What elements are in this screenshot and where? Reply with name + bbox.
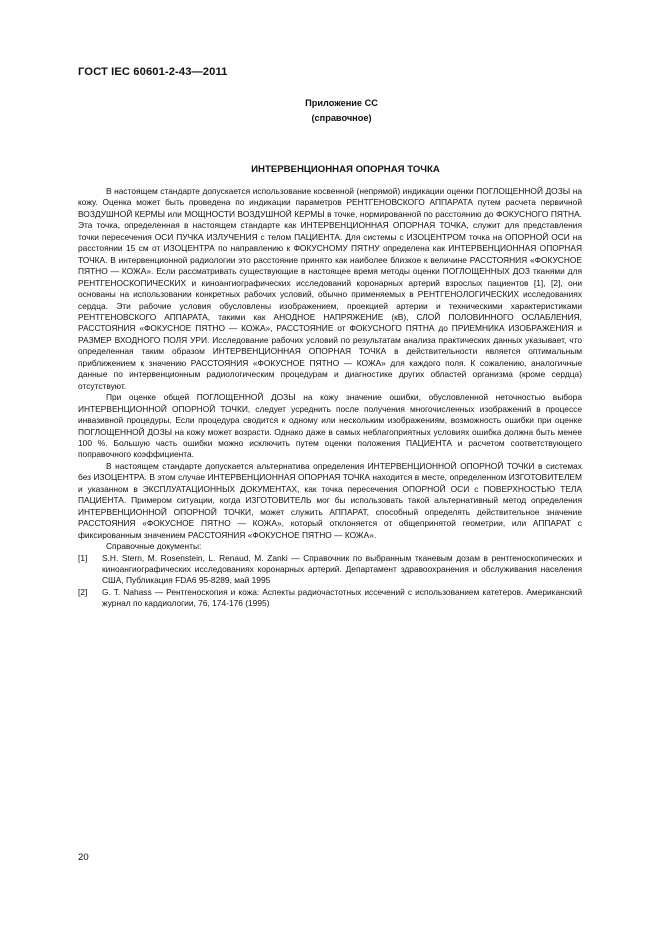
- annex-subtitle: (справочное): [311, 112, 372, 123]
- body-paragraph: При оценке общей ПОГЛОЩЕННОЙ ДОЗЫ на кожу значение ошибки, обусловленной неточностью выбора ИНТЕРВЕНЦИОННОЙ ОПОРНОЙ ТОЧКИ, следует усреднить после получения многочисленных изображений в процессе инвазивной процедуры. Если процедура сводится к одному или нескольким изображениям, возможность ошибки при оценке ПОГЛОЩЕННОЙ ДОЗЫ на кожу может возрасти. Однако даже в самых неблагоприятных условиях ошибка должна быть менее 100 %. Большую часть ошибки можно исключить путем оценки положения ПАЦИЕНТА и расчетом соответствующего поправочного коэффициента.: [78, 392, 582, 460]
- standard-code-header: ГОСТ IEC 60601-2-43—2011: [78, 66, 228, 78]
- reference-text: S.H. Stern, M. Rosenstein, L. Renaud, M. Zanki — Справочник по выбранным тканевым дозам в рентгеноскопических и киноангиографических исследованиях коронарных артерий. Департамент здравоохранения и обслуживания населения США, Публикация FDA6 95-8289, май 1995: [102, 552, 582, 586]
- reference-item: [78, 587, 582, 610]
- section-title-text: ИНТЕРВЕНЦИОННАЯ ОПОРНАЯ ТОЧКА: [251, 164, 440, 175]
- page-number: 20: [78, 852, 89, 863]
- reference-text: G. T. Nahass — Рентгеноскопия и кожа: Аспекты радиочастотных иссечений с использованием катетеров. Американский журнал по кардиологии, 76, 174-176 (1995): [102, 586, 582, 609]
- body-paragraph: В настоящем стандарте допускается альтернатива определения ИНТЕРВЕНЦИОННОЙ ОПОРНОЙ ТОЧКИ в системах без ИЗОЦЕНТРА. В этом случае ИНТЕРВЕНЦИОННАЯ ОПОРНАЯ ТОЧКА находится в месте, определенном ИЗГОТОВИТЕЛЕМ и указанном в ЭКСПЛУАТАЦИОННЫХ ДОКУМЕНТАХ, как точка пересечения ОПОРНОЙ ОСИ с ПОВЕРХНОСТЬЮ ТЕЛА ПАЦИЕНТА. Примером ситуации, когда ИЗГОТОВИТЕЛЬ мог бы использовать такой альтернативный метод определения ИНТЕРВЕНЦИОННОЙ ОПОРНОЙ ТОЧКИ, может служить АППАРАТ, способный определять действительное значение РАССТОЯНИЯ «ФОКУСНОЕ ПЯТНО — КОЖА», который отклоняется от общепринятой геометрии, или АППАРАТ с фиксированным значением РАССТОЯНИЯ «ФОКУСНОЕ ПЯТНО — КОЖА».: [78, 460, 582, 540]
- reference-number: [1]: [78, 552, 88, 563]
- annex-heading: [0, 96, 661, 125]
- section-title: [0, 164, 661, 175]
- annex-title: Приложение СС: [305, 98, 378, 108]
- reference-number: [2]: [78, 586, 88, 597]
- document-body: [78, 186, 582, 610]
- reference-item: [78, 553, 582, 587]
- references-heading: Справочные документы:: [106, 541, 202, 552]
- body-paragraph: В настоящем стандарте допускается использование косвенной (непрямой) индикации оценки ПОГЛОЩЕННОЙ ДОЗЫ на кожу. Оценка может быть проведена по индикации параметров РЕНТГЕНОВСКОГО АППАРАТА путем расчета первичной ВОЗДУШНОЙ КЕРМЫ или МОЩНОСТИ ВОЗДУШНОЙ КЕРМЫ в точке, нормированной по расстоянию до ФОКУСНОГО ПЯТНА. Эта точка, определенная в настоящем стандарте как ИНТЕРВЕНЦИОННАЯ ОПОРНАЯ ТОЧКА, служит для представления точки пересечения ОСИ ПУЧКА ИЗЛУЧЕНИЯ с телом ПАЦИЕНТА. Для системы с ИЗОЦЕНТРОМ точка на ОПОРНОЙ ОСИ на расстоянии 15 см от ИЗОЦЕНТРА по направлению к ФОКУСНОМУ ПЯТНУ определена как ИНТЕРВЕНЦИОННАЯ ОПОРНАЯ ТОЧКА. В интервенционной радиологии это расстояние принято как наиболее близкое к величине РАССТОЯНИЯ «ФОКУСНОЕ ПЯТНО — КОЖА». Если рассматривать существующие в настоящее время методы оценки ПОГЛОЩЕННЫХ ДОЗ тканями для РЕНТГЕНОСКОПИЧЕСКИХ и киноангиографических исследований коронарных артерий взрослых пациентов [1], [2], они основаны на использовании конкретных рабочих условий, обычно применяемых в РЕНТГЕНОЛОГИЧЕСКИХ исследованиях сердца. Эти рабочие условия обусловлены изображением, проекцией артерии и техническими характеристиками РЕНТГЕНОВСКОГО АППАРАТА, такими как АНОДНОЕ НАПРЯЖЕНИЕ (кВ), СЛОЙ ПОЛОВИННОГО ОСЛАБЛЕНИЯ, РАССТОЯНИЯ «ФОКУСНОЕ ПЯТНО — КОЖА», РАССТОЯНИЕ от ФОКУСНОГО ПЯТНА до ПРИЕМНИКА ИЗОБРАЖЕНИЯ и РАЗМЕР ВХОДНОГО ПОЛЯ УРИ. Исследование рабочих условий по результатам анализа практических данных указывает, что определенная таким образом ИНТЕРВЕНЦИОННАЯ ОПОРНАЯ ТОЧКА в действительности является оптимальным приближением к значению РАССТОЯНИЯ «ФОКУСНОЕ ПЯТНО — КОЖА» для каждого поля. К сожалению, аналогичные данные по интервенционным радиологическим процедурам и диагностике других областей организма (кроме сердца) отсутствуют.: [78, 186, 582, 391]
